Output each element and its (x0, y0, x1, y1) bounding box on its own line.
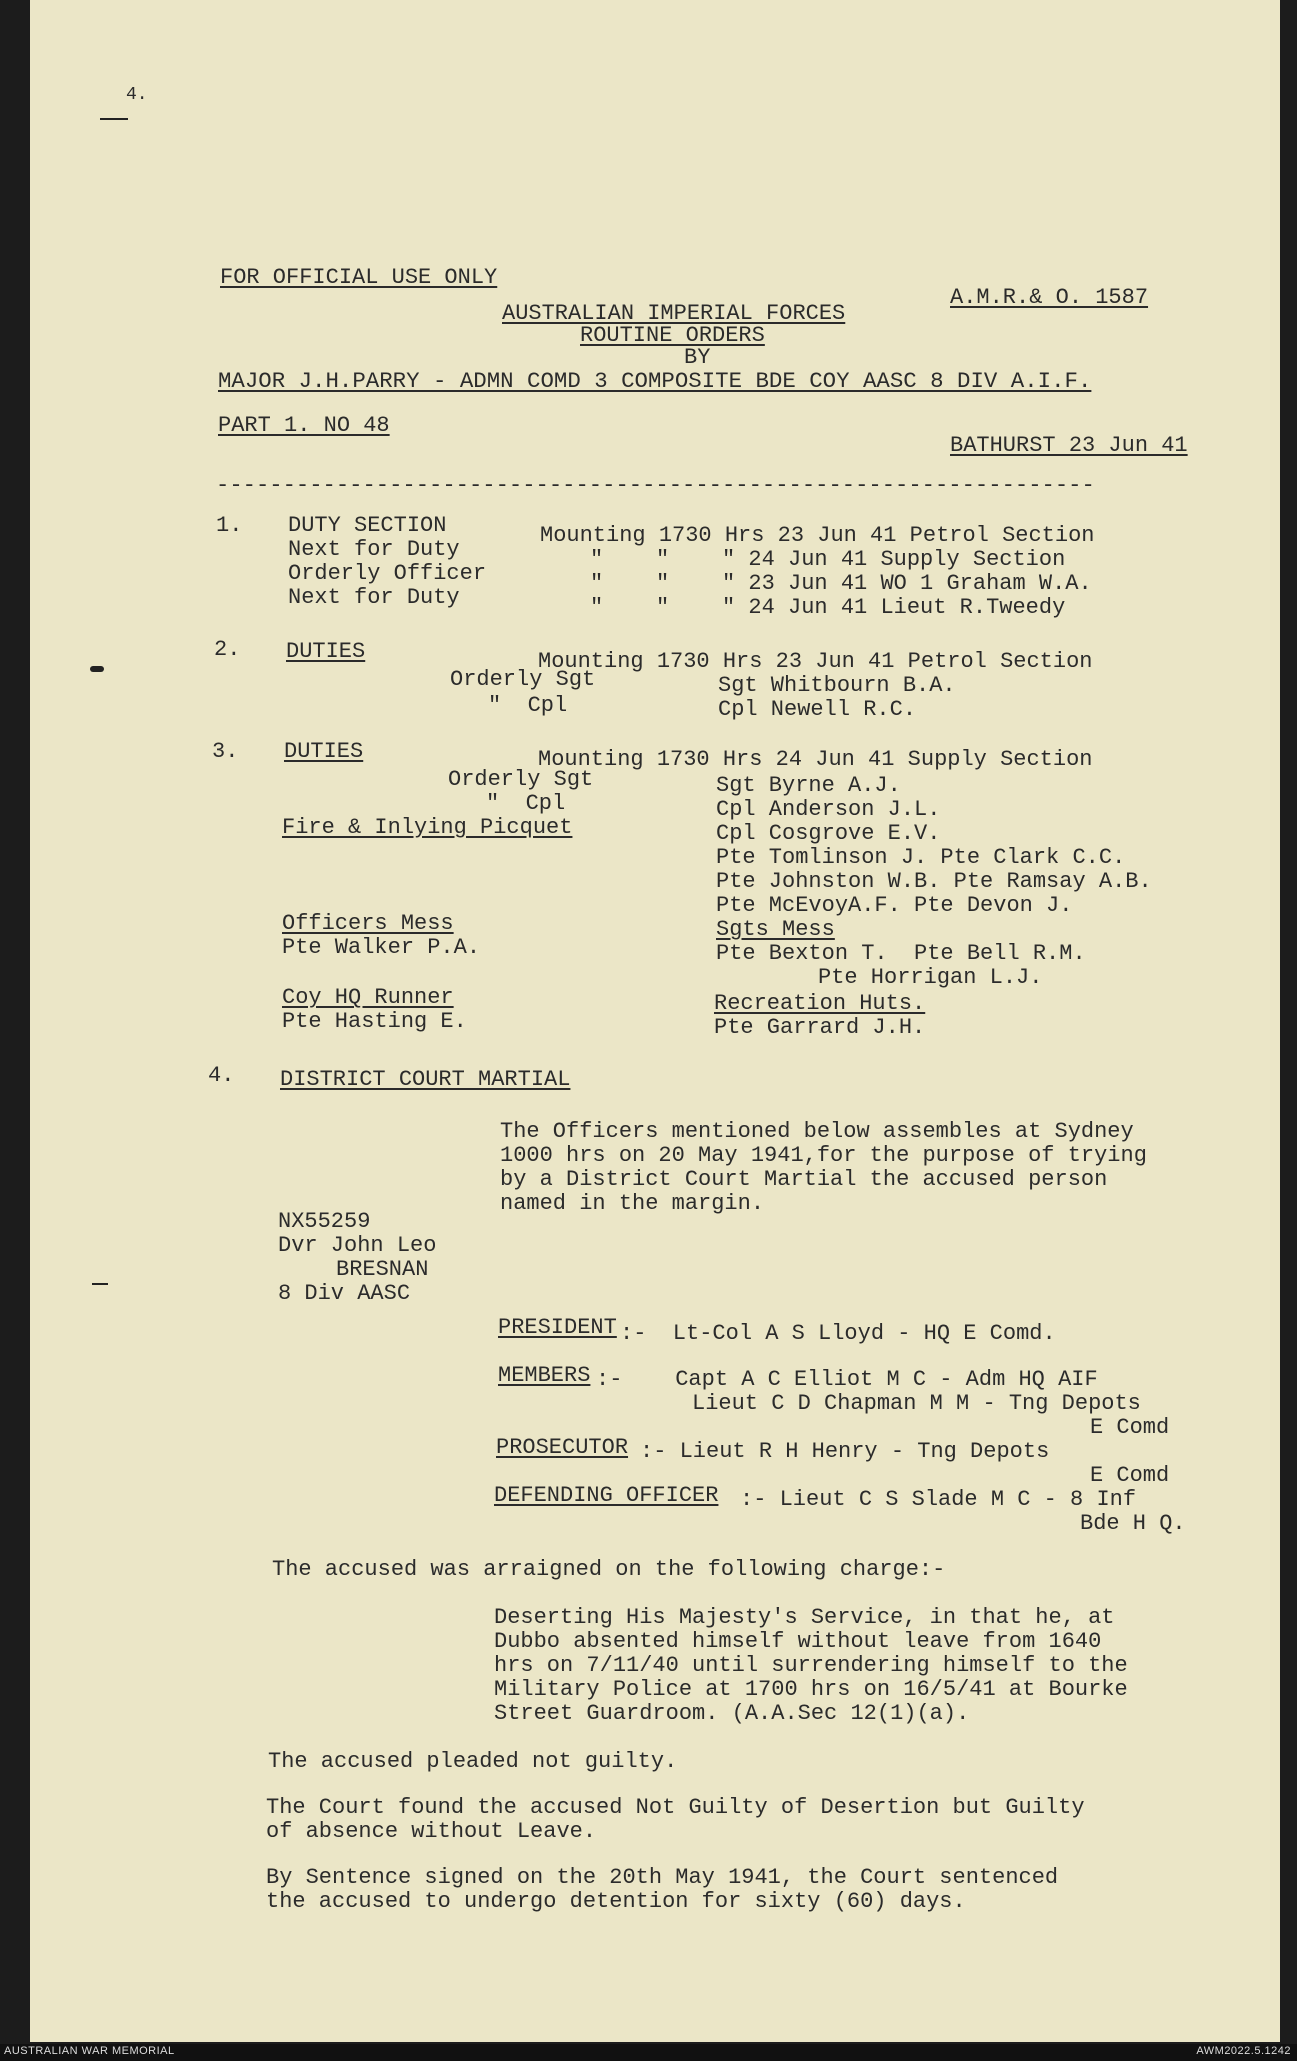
separator-rule: ------------------------------------------------------------------ (216, 473, 1095, 498)
orderly-sgt-label: Orderly Sgt (450, 667, 596, 692)
officers-mess-heading: Officers Mess (282, 911, 454, 936)
court-intro-line: 1000 hrs on 20 May 1941,for the purpose of trying (500, 1143, 1147, 1168)
recreation-heading: Recreation Huts. (714, 991, 926, 1016)
charge-line: Deserting His Majesty's Service, in that he, at (494, 1605, 1115, 1630)
orderly-cpl-name: Cpl Anderson J.L. (716, 797, 941, 822)
section-2-heading: DUTIES (286, 639, 366, 664)
footer-source: AUSTRALIAN WAR MEMORIAL (4, 2045, 175, 2057)
prosecutor-label: PROSECUTOR (496, 1435, 629, 1460)
charge-line: Street Guardroom. (A.A.Sec 12(1)(a). (494, 1701, 970, 1726)
issuing-officer: MAJOR J.H.PARRY - ADMN COMD 3 COMPOSITE BDE COY AASC 8 DIV A.I.F. (218, 368, 1092, 394)
officers-mess-member: Pte Walker P.A. (282, 935, 481, 960)
duty-row-label: Orderly Officer (288, 561, 487, 586)
section-1-number: 1. (216, 513, 243, 538)
duty-row-label: DUTY SECTION (288, 513, 447, 538)
sgts-mess-member: Pte Bexton T. Pte Bell R.M. (716, 941, 1086, 966)
duty-row-value: " " " 24 Jun 41 Supply Section (590, 547, 1066, 572)
orderly-sgt-label: Orderly Sgt (448, 767, 594, 792)
fire-picquet-member: Cpl Cosgrove E.V. (716, 821, 941, 846)
page-mark: 4. (126, 85, 148, 105)
punch-mark (90, 666, 104, 672)
finding-line: The Court found the accused Not Guilty of Desertion but Guilty (266, 1795, 1085, 1820)
plea-line: The accused pleaded not guilty. (268, 1749, 678, 1774)
arraignment-line: The accused was arraigned on the following charge:- (272, 1557, 946, 1582)
section-2-mounting: Mounting 1730 Hrs 23 Jun 41 Petrol Section (538, 649, 1093, 674)
section-2-number: 2. (214, 637, 241, 662)
president-label: PRESIDENT (498, 1315, 617, 1340)
court-intro-line: The Officers mentioned below assembles at Sydney (500, 1119, 1134, 1144)
accused-name: Dvr John Leo (278, 1233, 437, 1258)
members-value: Lieut C D Chapman M M - Tng Depots (692, 1391, 1141, 1416)
part-number: PART 1. NO 48 (218, 413, 390, 438)
punch-mark (100, 118, 128, 120)
sgts-mess-member: Pte Horrigan L.J. (818, 965, 1043, 990)
accused-unit: 8 Div AASC (278, 1281, 411, 1306)
defending-officer-label: DEFENDING OFFICER (494, 1483, 719, 1508)
sgts-mess-heading: Sgts Mess (716, 917, 835, 942)
defending-officer-value: Bde H Q. (1080, 1511, 1186, 1536)
orderly-sgt-name: Sgt Byrne A.J. (716, 773, 901, 798)
fire-picquet-member: Pte McEvoyA.F. Pte Devon J. (716, 893, 1073, 918)
defending-officer-value: :- Lieut C S Slade M C - 8 Inf (740, 1487, 1137, 1512)
court-intro-line: by a District Court Martial the accused person (500, 1167, 1108, 1192)
duty-row-value: " " " 23 Jun 41 WO 1 Graham W.A. (590, 571, 1092, 596)
charge-line: hrs on 7/11/40 until surrendering himself to the (494, 1653, 1128, 1678)
duty-row-label: Next for Duty (288, 585, 460, 610)
prosecutor-value: E Comd (1090, 1463, 1170, 1488)
section-3-heading: DUTIES (284, 739, 364, 764)
title-routine-orders: ROUTINE ORDERS (580, 323, 765, 348)
sentence-line: By Sentence signed on the 20th May 1941, the Court sentenced (266, 1865, 1059, 1890)
document-page (30, 0, 1280, 2042)
orderly-cpl-label: " Cpl (488, 693, 568, 718)
title-by: BY (684, 345, 711, 370)
accused-surname: BRESNAN (336, 1257, 429, 1282)
section-3-number: 3. (212, 739, 239, 764)
fire-picquet-heading: Fire & Inlying Picquet (282, 815, 573, 840)
fire-picquet-member: Pte Johnston W.B. Pte Ramsay A.B. (716, 869, 1152, 894)
section-4-heading: DISTRICT COURT MARTIAL (280, 1067, 571, 1092)
punch-mark (92, 1283, 108, 1285)
finding-line: of absence without Leave. (266, 1819, 597, 1844)
prosecutor-value: :- Lieut R H Henry - Tng Depots (640, 1439, 1050, 1464)
duty-row-value: Mounting 1730 Hrs 23 Jun 41 Petrol Section (540, 523, 1095, 548)
section-3-mounting: Mounting 1730 Hrs 24 Jun 41 Supply Section (538, 747, 1093, 772)
title-forces: AUSTRALIAN IMPERIAL FORCES (502, 301, 846, 326)
duty-row-value: " " " 24 Jun 41 Lieut R.Tweedy (590, 595, 1066, 620)
court-intro-line: named in the margin. (500, 1191, 765, 1216)
runner-member: Pte Hasting E. (282, 1009, 467, 1034)
orderly-cpl-label: " Cpl (486, 791, 566, 816)
accused-number: NX55259 (278, 1209, 371, 1234)
president-value: :- Lt-Col A S Lloyd - HQ E Comd. (620, 1321, 1056, 1346)
place-date: BATHURST 23 Jun 41 (950, 433, 1188, 458)
duty-row-label: Next for Duty (288, 537, 460, 562)
footer-bar (0, 2044, 1297, 2061)
fire-picquet-member: Pte Tomlinson J. Pte Clark C.C. (716, 845, 1126, 870)
footer-catalogue-id: AWM2022.5.1242 (1196, 2045, 1291, 2057)
orderly-cpl-name: Cpl Newell R.C. (718, 697, 917, 722)
members-value: E Comd (1090, 1415, 1170, 1440)
section-4-number: 4. (208, 1063, 235, 1088)
charge-line: Military Police at 1700 hrs on 16/5/41 at Bourke (494, 1677, 1128, 1702)
recreation-member: Pte Garrard J.H. (714, 1015, 926, 1040)
runner-heading: Coy HQ Runner (282, 985, 454, 1010)
sentence-line: the accused to undergo detention for sixty (60) days. (266, 1889, 966, 1914)
official-use-label: FOR OFFICIAL USE ONLY (220, 265, 498, 290)
order-reference: A.M.R.& O. 1587 (950, 285, 1149, 310)
members-value: :- Capt A C Elliot M C - Adm HQ AIF (596, 1367, 1098, 1392)
members-label: MEMBERS (498, 1363, 591, 1388)
orderly-sgt-name: Sgt Whitbourn B.A. (718, 673, 956, 698)
charge-line: Dubbo absented himself without leave from 1640 (494, 1629, 1102, 1654)
